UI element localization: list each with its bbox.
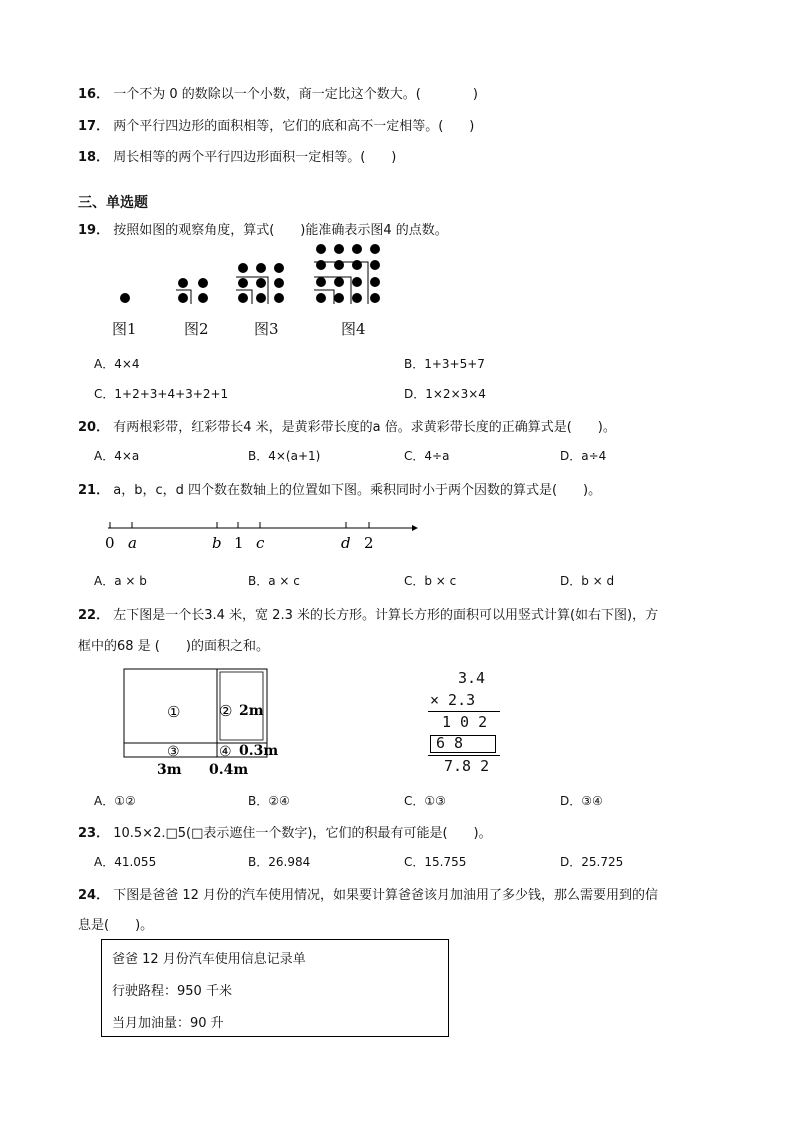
option-c[interactable]: C．15.755	[404, 855, 467, 869]
dot	[238, 293, 248, 303]
dot	[334, 260, 344, 270]
dot	[352, 260, 362, 270]
option-d[interactable]: D．a÷4	[560, 449, 607, 463]
dot	[334, 244, 344, 254]
question-number: 20．	[78, 420, 110, 435]
question-text: 有两根彩带，红彩带长4 米，是黄彩带长度的a 倍。求黄彩带长度的正确算式是( )。	[113, 420, 616, 435]
option-a[interactable]: A．4×4	[94, 357, 140, 371]
option-b[interactable]: B．4×(a+1)	[248, 449, 321, 463]
question-number: 18．	[78, 150, 110, 165]
dot	[274, 278, 284, 288]
question-text: 10.5×2.□5(□表示遮住一个数字)，它们的积最有可能是( )。	[113, 826, 492, 841]
option-c[interactable]: C．b × c	[404, 574, 457, 588]
axis-label: d	[341, 534, 351, 552]
axis-label: a	[128, 534, 137, 552]
question-text: 两个平行四边形的面积相等，它们的底和高不一定相等。( )	[113, 119, 475, 134]
dot	[316, 244, 326, 254]
option-a[interactable]: A．a × b	[94, 574, 147, 588]
question-text: 框中的68 是 ( )的面积之和。	[78, 639, 269, 654]
dot	[352, 244, 362, 254]
question-22-cont	[78, 635, 269, 654]
product: 7.8 2	[444, 757, 490, 775]
region-label: ④	[219, 744, 232, 760]
question-18	[78, 146, 396, 165]
dot	[256, 263, 266, 273]
question-text: 息是( )。	[78, 918, 154, 933]
vertical-multiplication	[420, 665, 520, 780]
dot	[352, 277, 362, 287]
option-d[interactable]: D．25.725	[560, 855, 624, 869]
dot	[370, 293, 380, 303]
dot	[316, 293, 326, 303]
info-box-title: 爸爸 12 月份汽车使用信息记录单	[112, 952, 306, 967]
dot	[256, 293, 266, 303]
figure-caption: 图2	[184, 320, 209, 338]
question-number: 23．	[78, 826, 110, 841]
info-box-distance: 行驶路程：950 千米	[112, 984, 232, 999]
dot	[316, 260, 326, 270]
question-text: 按照如图的观察角度，算式( )能准确表示图4 的点数。	[113, 223, 448, 238]
question-text: 一个不为 0 的数除以一个小数，商一定比这个数大。( )	[113, 87, 478, 102]
dot	[256, 278, 266, 288]
dot	[316, 277, 326, 287]
option-b[interactable]: B．1+3+5+7	[404, 357, 485, 371]
question-number: 16．	[78, 87, 110, 102]
option-c[interactable]: C．1+2+3+4+3+2+1	[94, 387, 229, 401]
dot	[334, 277, 344, 287]
option-a[interactable]: A．4×a	[94, 449, 140, 463]
axis-label: 2	[364, 534, 374, 552]
dot	[238, 263, 248, 273]
question-17	[78, 115, 474, 134]
axis-label: 1	[234, 534, 244, 552]
option-a[interactable]: A．41.055	[94, 855, 157, 869]
dimension-label: 0.3m	[239, 743, 279, 759]
question-number: 24．	[78, 888, 110, 903]
region-label: ①	[167, 703, 181, 721]
option-d[interactable]: D．b × d	[560, 574, 615, 588]
question-number: 17．	[78, 119, 110, 134]
option-b[interactable]: B．26.984	[248, 855, 311, 869]
question-24	[78, 884, 658, 903]
question-text: 下图是爸爸 12 月份的汽车使用情况，如果要计算爸爸该月加油用了多少钱，那么需要用到的信	[113, 888, 659, 903]
question-24-cont	[78, 914, 153, 933]
question-21	[78, 479, 601, 498]
region-label: ③	[167, 744, 180, 760]
partial-product: 1 0 2	[442, 713, 488, 731]
question-20	[78, 416, 616, 435]
dot	[274, 293, 284, 303]
figure-caption: 图1	[112, 320, 137, 338]
question-16	[78, 83, 478, 102]
dimension-label: 0.4m	[209, 762, 249, 778]
dot	[370, 244, 380, 254]
question-number: 22．	[78, 608, 110, 623]
question-text: a，b，c，d 四个数在数轴上的位置如下图。乘积同时小于两个因数的算式是( )。	[113, 483, 602, 498]
option-d[interactable]: D．③④	[560, 794, 603, 808]
dot	[334, 293, 344, 303]
option-d[interactable]: D．1×2×3×4	[404, 387, 486, 401]
axis-label: 0	[105, 534, 115, 552]
question-23	[78, 822, 492, 841]
dimension-label: 2m	[239, 703, 264, 719]
axis-label: b	[212, 534, 222, 552]
section-title: 三、单选题	[78, 195, 148, 211]
region-label: ②	[219, 702, 233, 720]
option-c[interactable]: C．①③	[404, 794, 446, 808]
question-19	[78, 219, 448, 238]
dot	[352, 293, 362, 303]
option-c[interactable]: C．4÷a	[404, 449, 450, 463]
question-text: 周长相等的两个平行四边形面积一定相等。( )	[113, 150, 397, 165]
dot	[370, 260, 380, 270]
dimension-label: 3m	[157, 762, 182, 778]
partial-product-boxed: 6 8	[436, 734, 464, 752]
question-number: 19．	[78, 223, 110, 238]
question-text: 左下图是一个长3.4 米，宽 2.3 米的长方形。计算长方形的面积可以用竖式计算(如右下图)，方	[113, 608, 659, 623]
dot	[370, 277, 380, 287]
option-a[interactable]: A．①②	[94, 794, 136, 808]
multiplicand: 3.4	[458, 669, 486, 687]
axis-label: c	[256, 534, 265, 552]
question-number: 21．	[78, 483, 110, 498]
question-22	[78, 604, 658, 623]
dot	[238, 278, 248, 288]
dot	[274, 263, 284, 273]
option-b[interactable]: B．a × c	[248, 574, 300, 588]
figure-caption: 图4	[341, 320, 366, 338]
number-line	[100, 515, 420, 555]
option-b[interactable]: B．②④	[248, 794, 290, 808]
info-box-fuel: 当月加油量：90 升	[112, 1016, 224, 1031]
figure-caption: 图3	[254, 320, 279, 338]
multiplier: × 2.3	[430, 691, 476, 709]
rectangle-diagram	[115, 662, 295, 780]
